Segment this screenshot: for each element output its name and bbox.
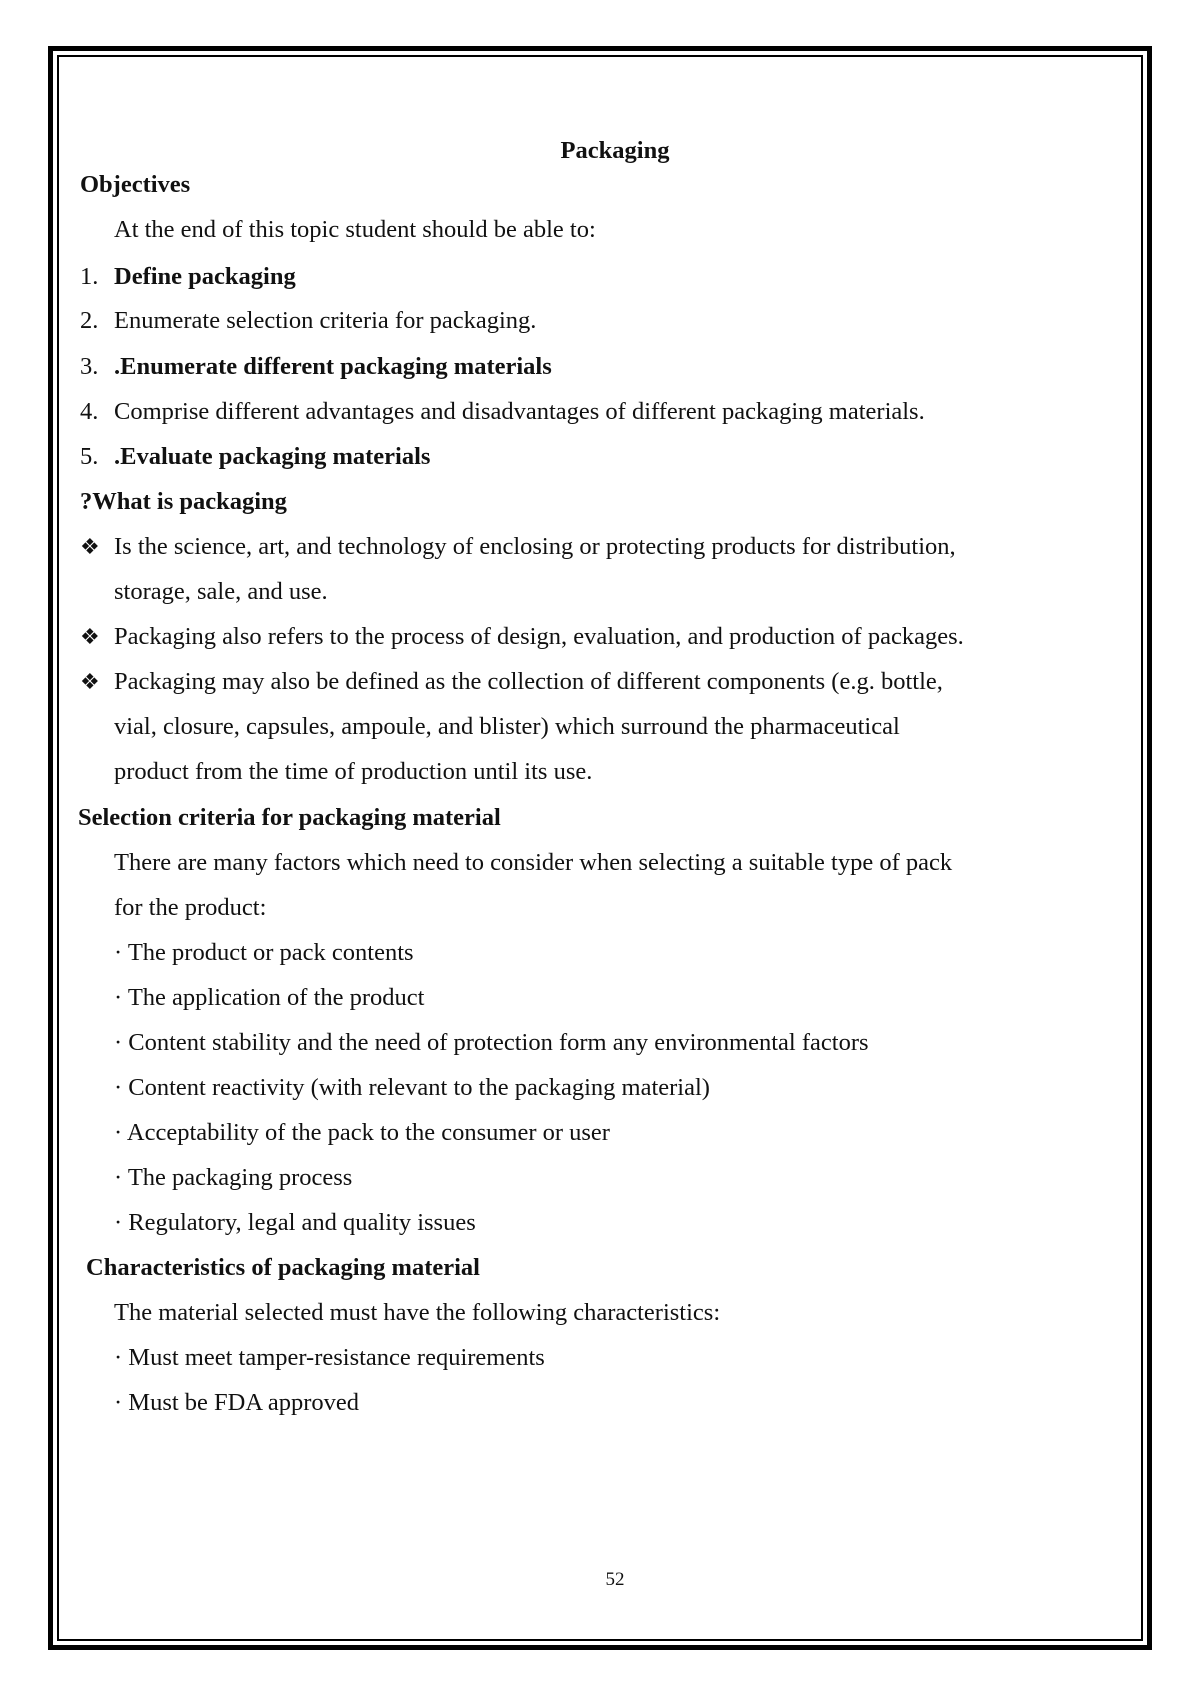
objectives-heading: Objectives bbox=[80, 171, 191, 198]
selection-intro-line: for the product: bbox=[114, 894, 267, 921]
diamond-bullet-icon: ❖ bbox=[80, 669, 100, 694]
characteristics-item: · Must meet tamper-resistance requirements bbox=[114, 1344, 545, 1371]
selection-item: · The application of the product bbox=[114, 984, 425, 1011]
objective-item: Comprise different advantages and disadvantages of different packaging materials. bbox=[114, 398, 925, 425]
selection-item: · The product or pack contents bbox=[114, 939, 414, 966]
objective-item: .Enumerate different packaging materials bbox=[114, 353, 552, 380]
diamond-bullet-icon: ❖ bbox=[80, 624, 100, 649]
characteristics-item: · Must be FDA approved bbox=[114, 1389, 359, 1416]
what-is-bullet-line: vial, closure, capsules, ampoule, and blister) which surround the pharmaceutical bbox=[114, 713, 900, 740]
selection-item: · Acceptability of the pack to the consumer or user bbox=[114, 1119, 610, 1146]
selection-item: · Content stability and the need of protection form any environmental factors bbox=[114, 1029, 869, 1056]
what-is-bullet-line: product from the time of production until its use. bbox=[114, 758, 593, 785]
objective-number: 3. bbox=[80, 353, 99, 380]
selection-item: · The packaging process bbox=[114, 1164, 353, 1191]
diamond-bullet-icon: ❖ bbox=[80, 534, 100, 559]
objective-number: 2. bbox=[80, 307, 99, 334]
objective-number: 5. bbox=[80, 443, 99, 470]
selection-item: · Regulatory, legal and quality issues bbox=[114, 1209, 476, 1236]
characteristics-heading: Characteristics of packaging material bbox=[86, 1254, 480, 1281]
selection-item: · Content reactivity (with relevant to the packaging material) bbox=[114, 1074, 710, 1101]
characteristics-intro: The material selected must have the following characteristics: bbox=[114, 1299, 721, 1326]
objective-number: 4. bbox=[80, 398, 99, 425]
page-number: 52 bbox=[605, 1569, 625, 1590]
what-is-bullet-line: Packaging also refers to the process of design, evaluation, and production of packages. bbox=[114, 623, 964, 650]
what-is-heading: ?What is packaging bbox=[80, 488, 287, 515]
objectives-intro: At the end of this topic student should be able to: bbox=[114, 216, 596, 243]
what-is-bullet-line: storage, sale, and use. bbox=[114, 578, 328, 605]
selection-intro-line: There are many factors which need to consider when selecting a suitable type of pack bbox=[114, 849, 953, 876]
what-is-bullet-line: Is the science, art, and technology of enclosing or protecting products for distribution, bbox=[114, 533, 956, 560]
objective-item: Define packaging bbox=[114, 263, 296, 290]
page-title: Packaging bbox=[560, 137, 670, 164]
objective-item: .Evaluate packaging materials bbox=[114, 443, 431, 470]
what-is-bullet-line: Packaging may also be defined as the collection of different components (e.g. bottle, bbox=[114, 668, 943, 695]
objective-item: Enumerate selection criteria for packaging. bbox=[114, 307, 537, 334]
objective-number: 1. bbox=[80, 263, 99, 290]
selection-heading: Selection criteria for packaging material bbox=[78, 804, 501, 831]
